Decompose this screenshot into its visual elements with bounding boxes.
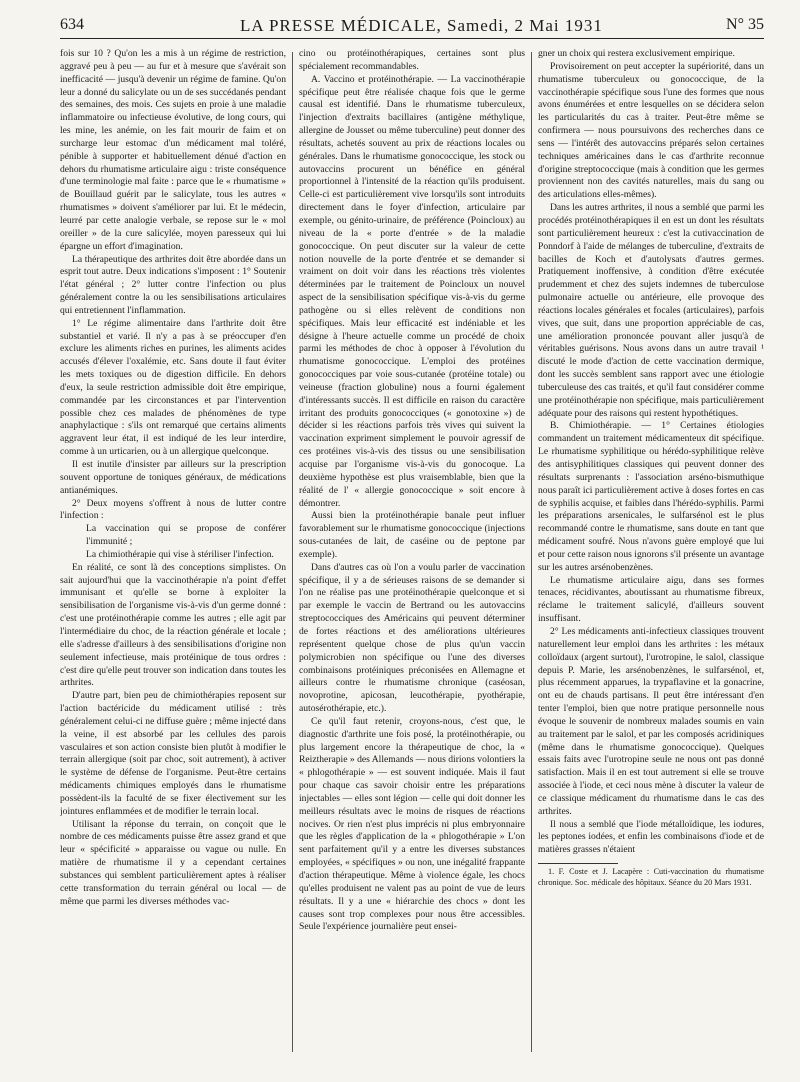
paragraph: La thérapeutique des arthrites doit être abordée dans un esprit tout autre. Deux indications s'imposent : 1° Soutenir l'état général ; 2° lutter contre l'infection ou plus généralement contre la ou les sensibilisations articulaires qui entretiennent l'inflammation. xyxy=(60,253,286,316)
paragraph: Ce qu'il faut retenir, croyons-nous, c'est que, le diagnostic d'arthrite une fois posé, la protéinothérapie, ou plus largement encore la thérapeutique de choc, la « Reiztherapie » des Allemands — nous dirions volontiers la « phlogothérapie » — est souvent indiquée. Mais il faut pour chaque cas savoir choisir entre les préparations injectables — elles sont légion — celle qui doit donner les meilleurs résultats avec le moins de risques de réactions nocives. Or rien n'est plus imprécis ni plus embryonnaire que les règles d'application de la « phlogothérapie » L'on sent parfaitement qu'il y a entre les diverses substances employées, « spécifiques » ou non, une inégalité frappante d'action thérapeutique. Même à violence égale, les chocs qu'elles produisent ne valent pas au point de vue de leurs résultats. Il y a une « hiérarchie des chocs » dont les causes sont trop complexes pour nous être accessibles. Seule l'expérience journalière peut ensei- xyxy=(299,715,525,933)
issue-number: N° 35 xyxy=(726,16,764,33)
paragraph: Il nous a semblé que l'iode métalloïdique, les iodures, les peptones iodées, et enfin les combinaisons d'iode et de matières grasses n'étaient xyxy=(538,818,764,856)
journal-title: LA PRESSE MÉDICALE, Samedi, 2 Mai 1931 xyxy=(240,16,603,35)
paragraph: D'autre part, bien peu de chimiothérapies reposent sur l'action bactéricide du médicament utilisé : très généralement celui-ci ne diffuse guère ; même injecté dans la veine, il est absorbé par les cellules des parois vasculaires et son action consiste bien plutôt à modifier le terrain allergique (soit par choc, soit autrement), à activer le système de défense de l'organisme. Peut-être certains médicaments chimiques employés dans le rhumatisme possèdent-ils la faculté de se fixer électivement sur les jointures enflammées et de modifier le terrain local. xyxy=(60,690,286,817)
paragraph: 2° Les médicaments anti-infectieux classiques trouvent naturellement leur emploi dans les arthrites : les métaux colloïdaux (argent surtout), l'urotropine, le salol, classique depuis P. Marie, les arsénobenzènes, le sulfarsénol, et, plus récemment apparues, la trypaflavine et la gonacrine, ont eu de chauds partisans. Il peut être intéressant d'en tenter l'emploi, bien que notre pratique personnelle nous évoque le souvenir de nombreux malades soumis en vain au traitement par le salol, et par les composés acridiniques (même dans le rhumatisme gonococcique). Quelques essais faits avec l'urotropine seule ne nous ont pas donné satisfaction. Mais il en est tout autrement si elle se trouve associée à l'iode, et ceci nous mène à discuter la valeur de ce classique médicament du rhumatisme dans le cas des arthrites. xyxy=(538,625,764,817)
paragraph: A. Vaccino et protéinothérapie. — La vaccinothérapie spécifique peut être réalisée chaque fois que le germe causal est identifié. Dans le rhumatisme tuberculeux, l'injection d'extraits bacillaires (antigène méthylique, allergine de Jousset ou même tuberculine) peut donner des résultats, achetés souvent au prix de réactions locales ou générales. Dans le rhumatisme gonococcique, les stock ou autovaccins procurent un bénéfice en général proportionnel à l'intensité de la réaction qu'ils produisent. Celle-ci est particulièrement vive lorsqu'ils sont introduits directement dans le foyer d'infection, articulaire par exemple, ou génito-urinaire, de préférence (Poincloux) au niveau de la « porte d'entrée » de la maladie gonococcique. On peut discuter sur la valeur de cette notion nouvelle de la porte d'entrée et se demander si vraiment on doit voir dans les réactions très violentes déterminées par le traitement de Poincloux un nouvel aspect de la sensibilisation spécifique vis-à-vis du germe pathogène ou si elles relèvent de conditions non spécifiques. Mais leur efficacité est indéniable et les désigne à l'heure actuelle comme un procédé de choix parmi les méthodes de choc à opposer à l'évolution du rhumatisme gonococcique. L'emploi des protéines gonococciques par voie sous-cutanée (protéine totale) ou veineuse (fraction globuline) nous a fourni également d'intéressants succès. Il est difficile en raison du caractère irritant des produits gonococciques (« gonotoxine ») de décider si les réactions parfois très vives qui suivent la vaccination expriment simplement le pouvoir agressif de ces protéines vis-à-vis des tissus ou une sensibilisation acquise par l'organisme vis-à-vis du gonocoque. La deuxième hypothèse est plus vraisemblable, bien que la réalité de l' « allergie gonococcique » soit encore à démontrer. xyxy=(299,73,525,509)
paragraph: 2° Deux moyens s'offrent à nous de lutter contre l'infection : xyxy=(60,497,286,522)
paragraph: Dans d'autres cas où l'on a voulu parler de vaccination spécifique, il y a de sérieuses raisons de se demander si l'on ne réalise pas une protéinothérapie quelconque et si par exemple le vaccin de Bertrand ou les autovaccins streptococciques des Américains qui peuvent déterminer de fortes réactions et des améliorations ultérieures représentent quelque chose de plus qu'un vaccin polymicrobien non spécifique ou l'une des diverses combinaisons protéiniques préconisées en Allemagne et ailleurs contre le rhumatisme chronique (caséosan, novoprotine, apicosan, leucothérapie, pyothérapie, autosérothérapie, etc.). xyxy=(299,561,525,715)
column-divider xyxy=(531,52,532,1052)
column-2 xyxy=(299,48,525,1068)
paragraph: La vaccination qui se propose de conférer l'immunité ; xyxy=(86,523,286,548)
paragraph: Provisoirement on peut accepter la supériorité, dans un rhumatisme tuberculeux ou gonococcique, de la vaccinothérapie spécifique sous l'une des formes que nous avons énumérées et entre lesquelles on se décidera selon les particularités du cas à traiter. Peut-être même se confirmera — nous poursuivons des recherches dans ce sens — l'intérêt des autovaccins préparés selon certaines techniques américaines dans le cas d'arthrite reconnue d'origine streptococcique (mais à condition que les germes proviennent non des cavités naturelles, mais du sang ou des articulations elles-mêmes). xyxy=(538,60,764,201)
paragraph: B. Chimiothérapie. — 1° Certaines étiologies commandent un traitement médicamenteux dit spécifique. Le rhumatisme syphilitique ou hérédo-syphilitique relève des antisyphilitiques classiques qui peuvent donner des résultats surprenants : l'association arséno-bismuthique nous paraît ici particulièrement active à doses fortes en cas de syphilis acquise, et faibles dans l'hérédo-syphilis. Parmi les préparations arsenicales, le sulfarsénol est le plus recommandé contre le rhumatisme, sans doute en tant que médicament soufré. Nous n'avons guère employé que lui et pour cette raison nous ignorons s'il présente un avantage sur les autres arsénobenzènes. xyxy=(538,420,764,573)
paragraph: cino ou protéinothérapiques, certaines sont plus spécialement recommandables. xyxy=(299,48,525,72)
column-3 xyxy=(538,48,764,1068)
footnote-rule xyxy=(538,863,618,864)
column-1 xyxy=(60,48,286,1068)
paragraph: Dans les autres arthrites, il nous a semblé que parmi les procédés protéinothérapiques il en est un dont les résultats sont particulièrement heureux : c'est la cutivaccination de Ponndorf à l'aide de mélanges de tuberculine, d'extraits de bacilles de Koch et d'autolysats d'autres germes. Pratiquement inoffensive, à condition d'être exécutée prudemment et chez des sujets indemnes de tuberculose pulmonaire actuelle ou antérieure, elle provoque des réactions locales générales et focales (articulaires), parfois vives, que suit, dans une proportion appréciable de cas, une amélioration prononcée pouvant aller jusqu'à de véritables guérisons. Nous avons dans un autre travail ¹ discuté le mode d'action de cette vaccination dermique, dont les succès semblent sans rapport avec une étiologie tuberculeuse des cas traités, et qu'il faut considérer comme une protéinothérapie non spécifique, mais particulièrement adéquate pour des raisons qui restent hypothétiques. xyxy=(538,202,764,419)
paragraph: Aussi bien la protéinothérapie banale peut influer favorablement sur le rhumatisme gonococcique (injections sous-cutanées de lait, de caséine ou de peptone par exemple). xyxy=(299,510,525,560)
footnote xyxy=(538,867,764,888)
paragraph: Il est inutile d'insister par ailleurs sur la prescription souvent opportune de toniques généraux, de médications antianémiques. xyxy=(60,459,286,496)
article-body xyxy=(60,48,764,1072)
paragraph: En réalité, ce sont là des conceptions simplistes. On sait aujourd'hui que la vaccinothérapie n'a point d'effet immunisant et qu'elle se borne à exploiter la sensibilisation de l'organisme vis-à-vis d'un germe donné : c'est une protéinothérapie comme les autres ; elle agit par l'intermédiaire du choc, de la réaction générale et locale ; elle s'adresse d'ailleurs à des sensibilisations d'origine non seulement infectieuse, mais protéinique de tous ordres : c'est dire qu'elle peut trouver son indication dans toutes les arthrites. xyxy=(60,561,286,689)
footnote-text: 1. F. Coste et J. Lacapère : Cuti-vaccination du rhumatisme chronique. Soc. médicale des hôpitaux. Séance du 20 Mars 1931. xyxy=(538,867,764,887)
column-divider xyxy=(292,52,293,1052)
paragraph: La chimiothérapie qui vise à stériliser l'infection. xyxy=(86,548,274,560)
paragraph: fois sur 10 ? Qu'on les a mis à un régime de restriction, aggravé peu à peu — au fur et à mesure que s'avérait son inefficacité — jusqu'à devenir un régime de famine. Qu'on leur a donné du salicylate ou un de ses succédanés pendant des semaines, des mois. Ces sujets en proie à une maladie inflammatoire ou infectieuse évolutive, de long cours, qui les mine, les anémie, on les fait mourir de faim et on surcharge leur estomac d'un médicament mal toléré, pénible à supporter et habituellement dénué d'action en dehors du rhumatisme articulaire aigu : triste conséquence d'une terminologie mal faite : parce que le « rhumatisme » de Bouillaud guérit par le salicylate, tous les autres « rhumatismes » doivent s'améliorer par lui. Et le médecin, leurré par cette analogie verbale, se repose sur le « mol oreiller » de la cure salicylée, moyen paresseux qui lui épargne un effort d'imagination. xyxy=(60,48,286,252)
paragraph: Utilisant la réponse du terrain, on conçoit que le nombre de ces médicaments puisse être assez grand et que leur « spécificité » apparaisse ou vague ou nulle. En matière de rhumatisme il y a cependant certaines substances qui semblent particulièrement aptes à réaliser cette transformation du terrain général ou local — de même que parmi les diverses méthodes vac- xyxy=(60,818,286,907)
paragraph: gner un choix qui restera exclusivement empirique. xyxy=(538,48,735,59)
page-number: 634 xyxy=(60,16,84,33)
paragraph: 1° Le régime alimentaire dans l'arthrite doit être substantiel et varié. Il n'y a pas à se préoccuper d'en exclure les aliments riches en purines, les aliments acides accusés d'élever l'oxalémie, etc. Sans doute il faut éviter les mets toxiques ou de digestion difficile. En dehors d'eux, la seule restriction admissible doit être empirique, commandée par les circonstances et par l'intervention possible chez ces malades de phénomènes de type anaphylactique : s'ils ont remarqué que certains aliments aggravent leur état, il est indiqué de les leur interdire, comme à un urticarien, ou à un allergique quelconque. xyxy=(60,317,286,458)
page-header xyxy=(60,14,764,39)
paragraph: Le rhumatisme articulaire aigu, dans ses formes tenaces, récidivantes, aboutissant au rhumatisme fibreux, réclame le traitement salicylé, d'ailleurs souvent insuffisant. xyxy=(538,574,764,625)
